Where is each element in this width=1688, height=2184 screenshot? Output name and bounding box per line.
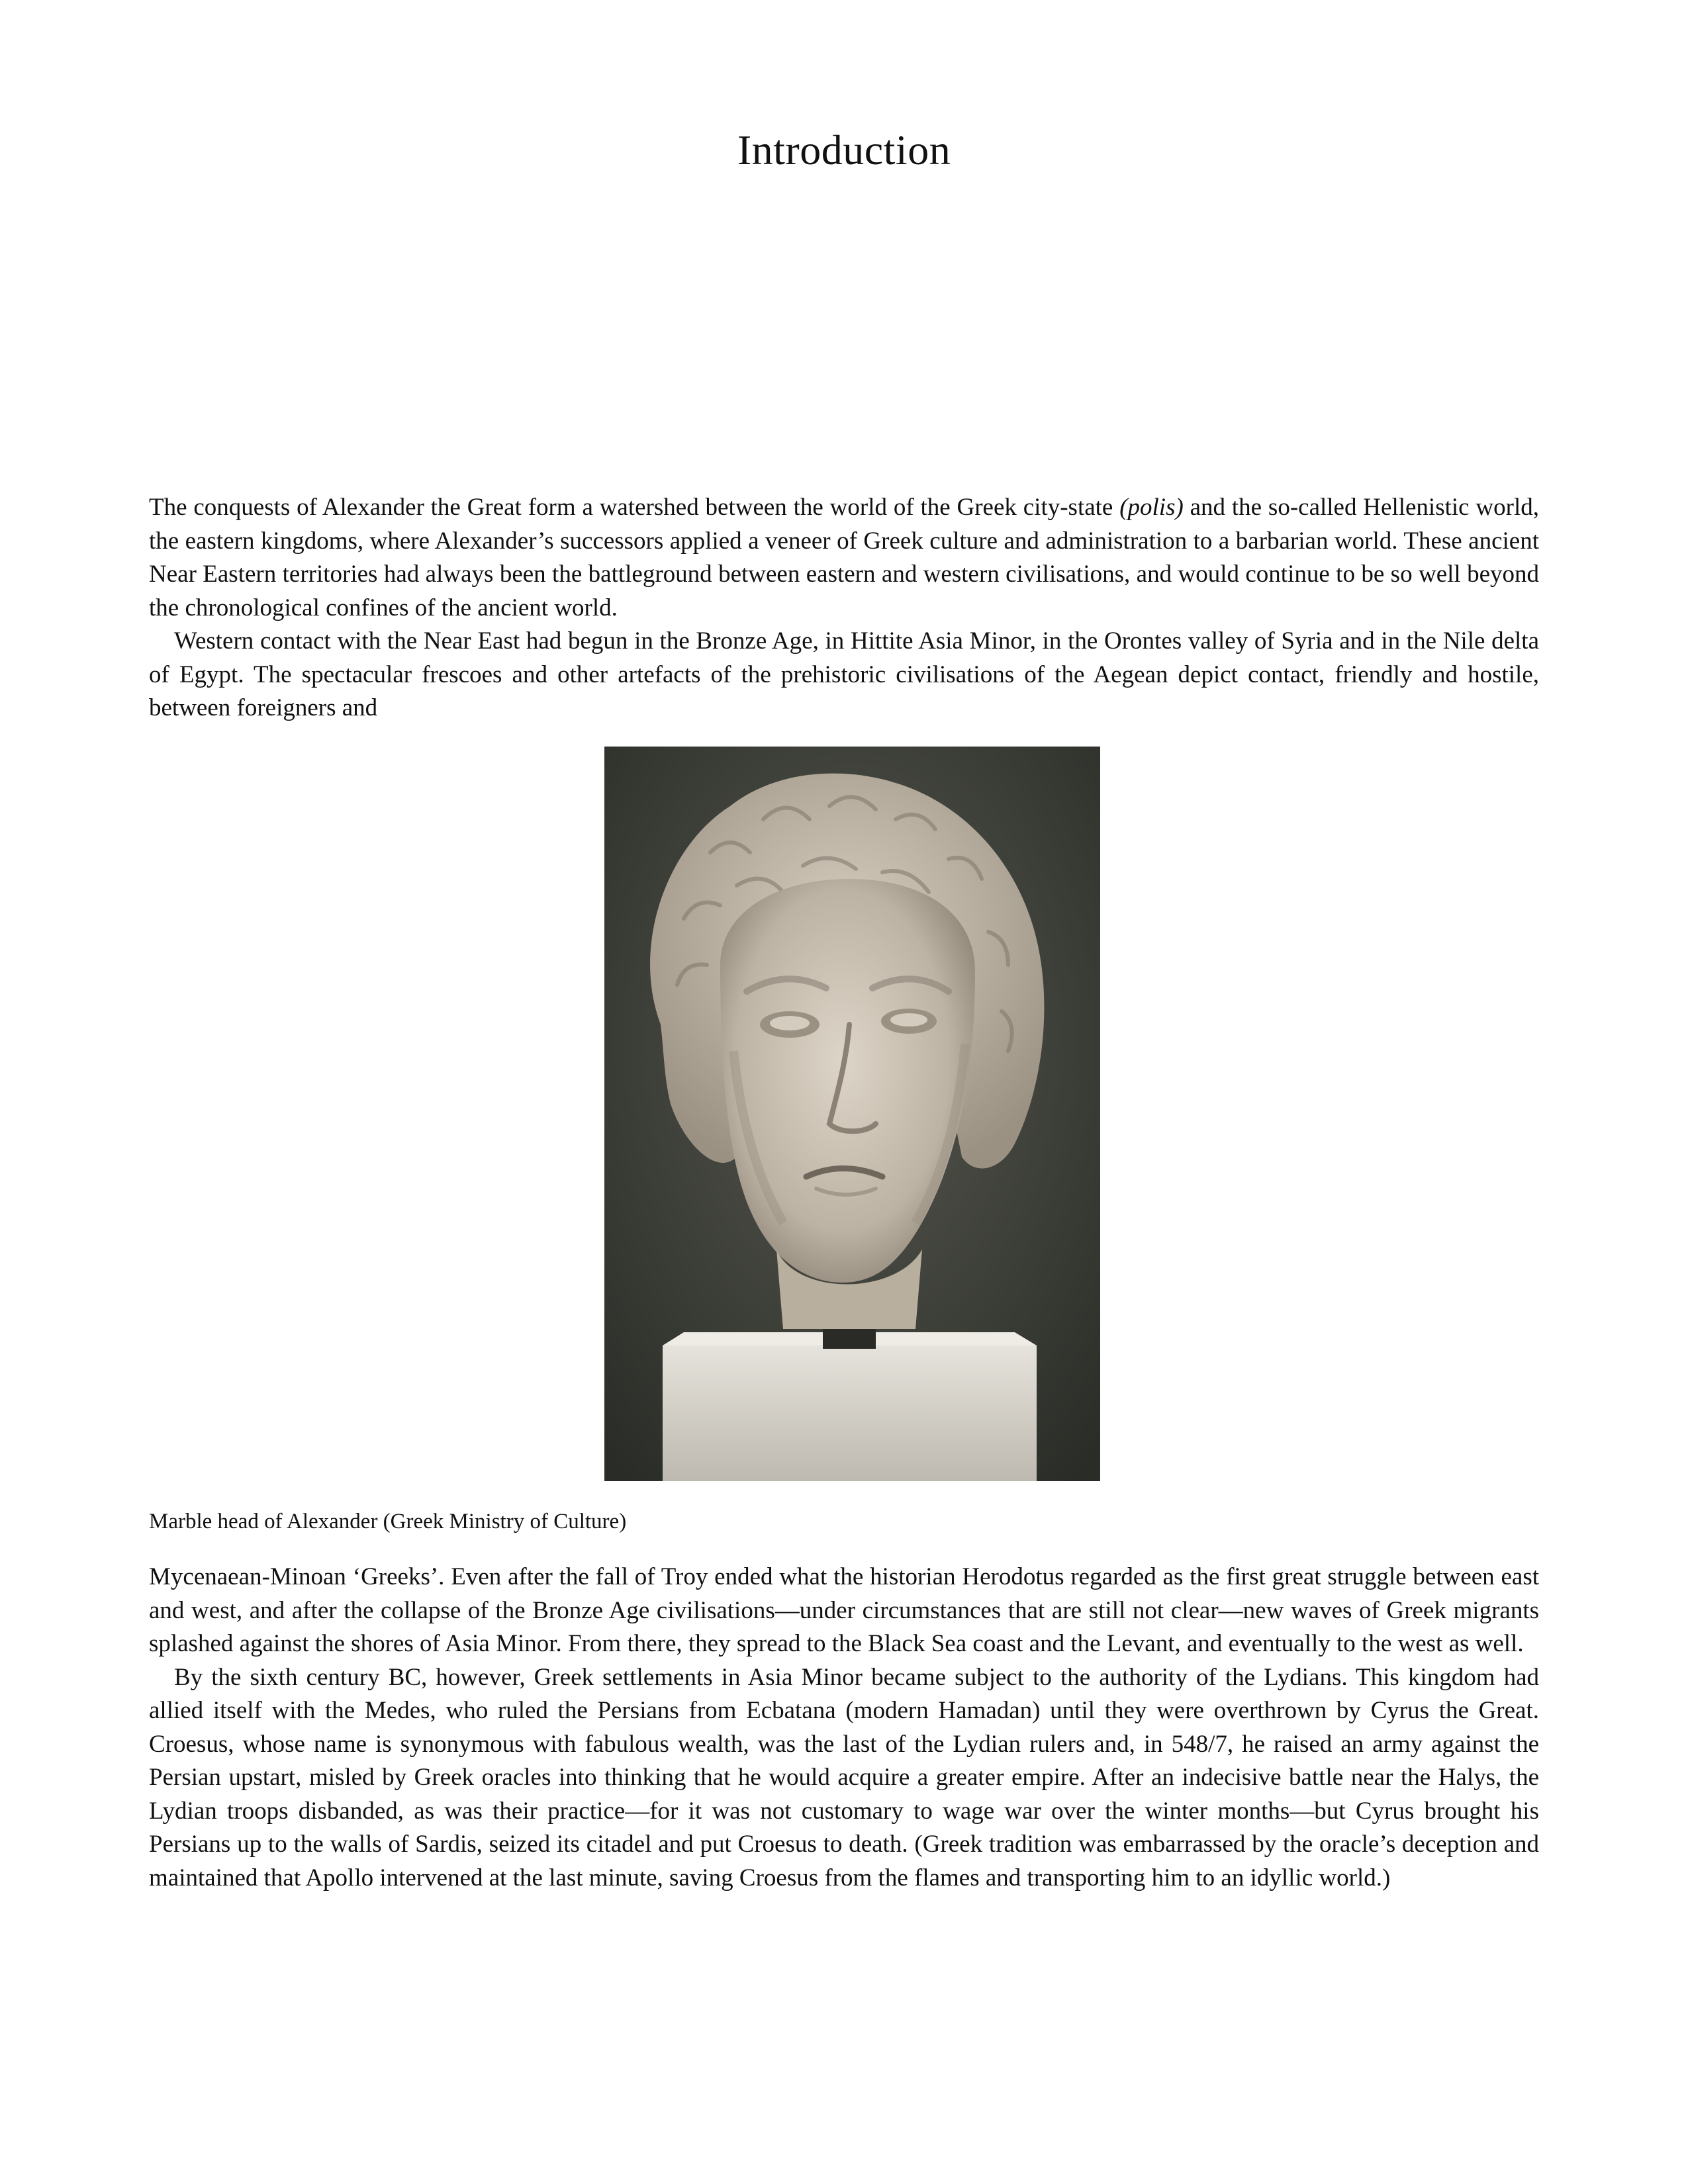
paragraph-1 <box>149 491 1539 625</box>
paragraph-1-part-1: The conquests of Alexander the Great form a watershed between the world of the Greek city-state <box>149 494 1120 521</box>
figure-caption: Marble head of Alexander (Greek Ministry of Culture) <box>149 1510 627 1533</box>
marble-head-photo <box>604 747 1100 1481</box>
body-text-top <box>149 491 1539 725</box>
page-title: Introduction <box>737 126 951 173</box>
body-text-bottom <box>149 1561 1539 1895</box>
paragraph-2: Western contact with the Near East had begun in the Bronze Age, in Hittite Asia Minor, in the Orontes valley of Syria and in the Nile delta of Egypt. The spectacular frescoes and other artefacts of the prehistoric civilisations of the Aegean depict contact, friendly and hostile, between foreigners and <box>149 627 1539 721</box>
paragraph-3: Mycenaean-Minoan ‘Greeks’. Even after the fall of Troy ended what the historian Herodotus regarded as the first great struggle between east and west, and after the collapse of the Bronze Age civilisations—under circumstances that are still not clear—new waves of Greek migrants splashed against the shores of Asia Minor. From there, they spread to the Black Sea coast and the Levant, and eventually to the west as well. <box>149 1563 1539 1657</box>
paragraph-4: By the sixth century BC, however, Greek settlements in Asia Minor became subject to the authority of the Lydians. This kingdom had allied itself with the Medes, who ruled the Persians from Ecbatana (modern Hamadan) until they were overthrown by Cyrus the Great. Croesus, whose name is synonymous with fabulous wealth, was the last of the Lydian rulers and, in 548/7, he raised an army against the Persian upstart, misled by Greek oracles into thinking that he would acquire a greater empire. After an indecisive battle near the Halys, the Lydian troops disbanded, as was their practice—for it was not customary to wage war over the winter months—but Cyrus brought his Persians up to the walls of Sardis, seized its citadel and put Croesus to death. (Greek tradition was embarrassed by the oracle’s deception and maintained that Apollo intervened at the last minute, saving Croesus from the flames and transporting him to an idyllic world.) <box>149 1663 1539 1891</box>
paragraph-1-part-2: and the so-called Hellenistic world, the eastern kingdoms, where Alexander’s successors applied a veneer of Greek culture and administration to a barbarian world. These ancient Near Eastern territories had always been the battleground between eastern and western civilisations, and would continue to be so well beyond the chronological confines of the ancient world. <box>149 494 1539 621</box>
polis-term: (polis) <box>1119 494 1184 521</box>
